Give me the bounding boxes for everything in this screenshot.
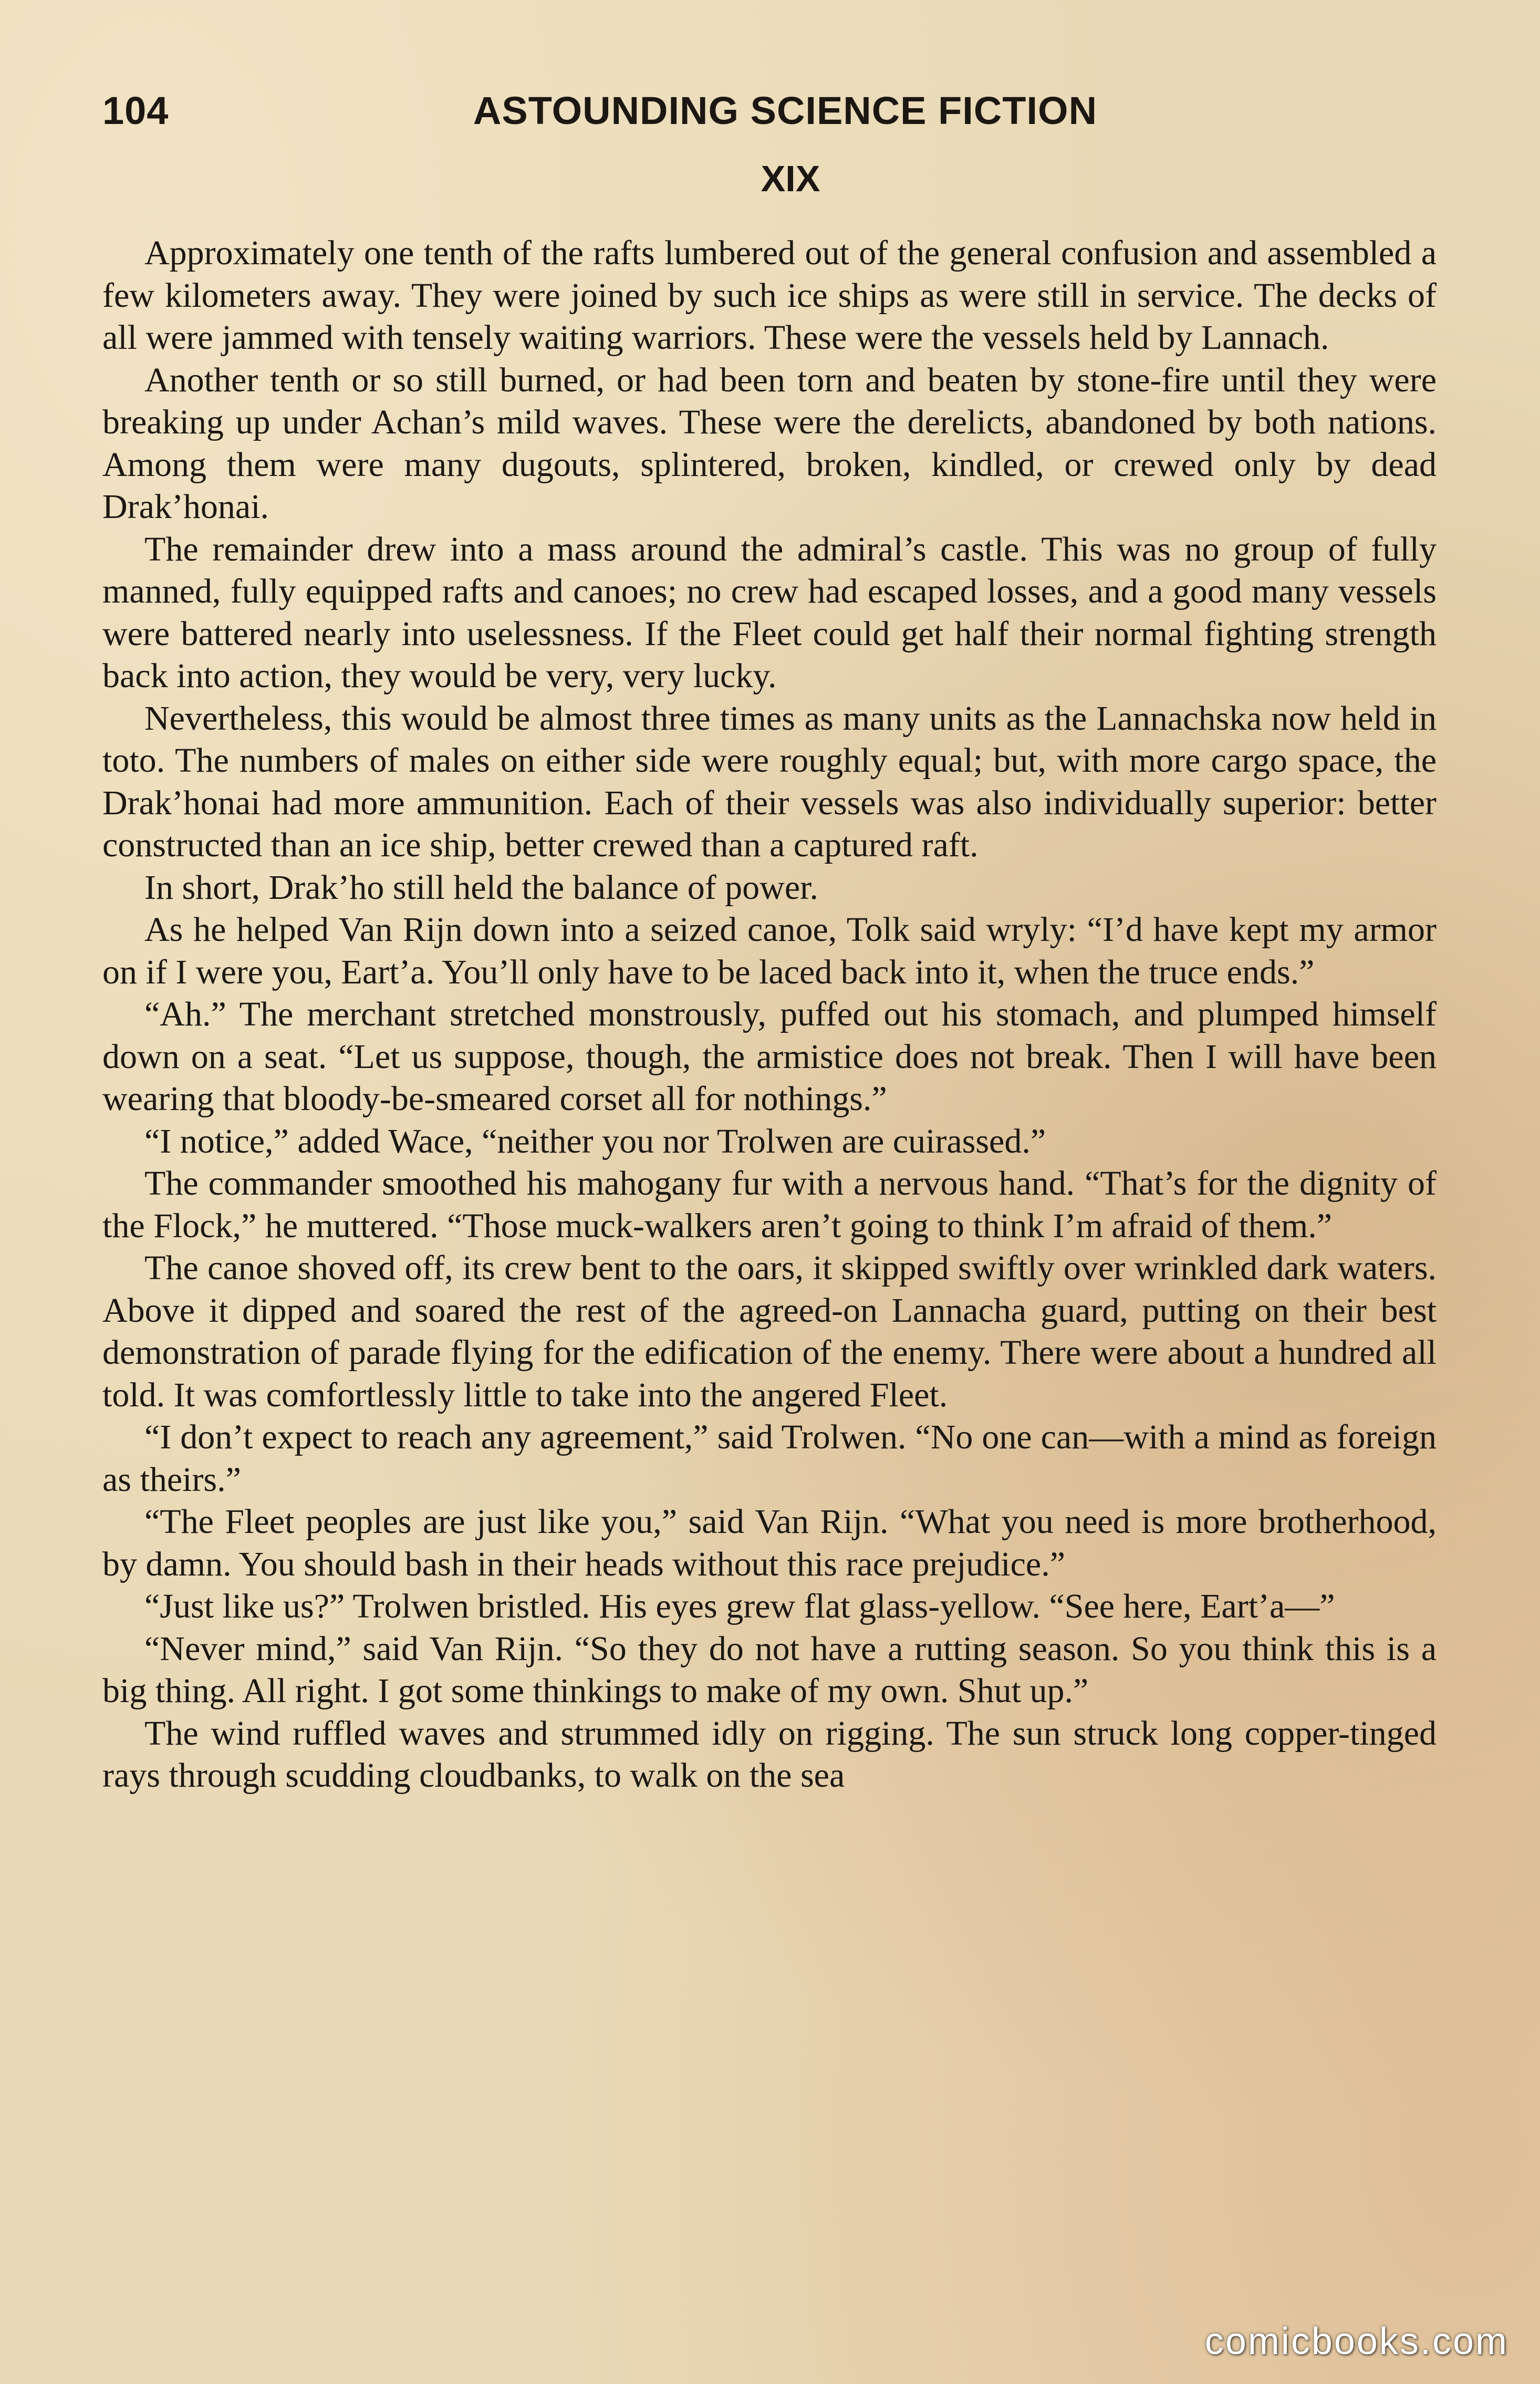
paragraph: The remainder drew into a mass around the admiral’s castle. This was no group of fully manned, fully equipped rafts and canoes; no crew had escaped losses, and a good many vessels were battered nearly into uselessness. If the Fleet could get half their normal fighting strength back into action, they would be very, very lucky. (102, 530, 1437, 695)
paragraph: As he helped Van Rijn down into a seized canoe, Tolk said wryly: “I’d have kept my armor on if I were you, Eart’a. You’ll only have to be laced back into it, when the truce ends.” (102, 910, 1437, 991)
paragraph: “I notice,” added Wace, “neither you nor Trolwen are cuirassed.” (144, 1122, 1046, 1160)
paragraph: “Never mind,” said Van Rijn. “So they do not have a rutting season. So you think this is a big thing. All right. I got some thinkings to make of my own. Shut up.” (102, 1629, 1437, 1710)
paragraph: The wind ruffled waves and strummed idly on rigging. The sun struck long copper-tinged rays through scudding cloudbanks, to walk on the sea (102, 1714, 1437, 1795)
paragraph: Another tenth or so still burned, or had been torn and beaten by stone-fire until they were breaking up under Achan’s mild waves. These were the derelicts, abandoned by both nations. Among them were many dugouts, splintered, broken, kindled, or crewed only by dead Drak’honai. (102, 360, 1437, 526)
magazine-title: ASTOUNDING SCIENCE FICTION (473, 89, 1098, 132)
paragraph: “Ah.” The merchant stretched monstrously, puffed out his stomach, and plumped himself down on a seat. “Let us suppose, though, the armistice does not break. Then I will have been wearing that bloody-be-smeared corset all for nothings.” (102, 995, 1437, 1118)
running-head (102, 79, 1437, 147)
paragraph: Nevertheless, this would be almost three times as many units as the Lannachska now held in toto. The numbers of males on either side were roughly equal; but, with more cargo space, the Drak’honai had more ammunition. Each of their vessels was also individually superior: better constructed than an ice ship, better crewed than a captured raft. (102, 699, 1437, 864)
magazine-page (102, 79, 1437, 2338)
page-number: 104 (102, 89, 169, 132)
body-text (102, 232, 1437, 1797)
paragraph: The commander smoothed his mahogany fur with a nervous hand. “That’s for the dignity of the Flock,” he muttered. “Those muck-walkers aren’t going to think I’m afraid of them.” (102, 1164, 1437, 1245)
paragraph: “The Fleet peoples are just like you,” said Van Rijn. “What you need is more brotherhood, by damn. You should bash in their heads without this race prejudice.” (102, 1502, 1437, 1583)
paragraph: In short, Drak’ho still held the balance of power. (144, 868, 818, 907)
paragraph: The canoe shoved off, its crew bent to the oars, it skipped swiftly over wrinkled dark waters. Above it dipped and soared the rest of the agreed-on Lannacha guard, putting on their best demonstration of parade flying for the edification of the enemy. There were about a hundred all told. It was comfortlessly little to take into the angered Fleet. (102, 1249, 1437, 1414)
watermark: comicbooks.com (1204, 2320, 1508, 2362)
paragraph: Approximately one tenth of the rafts lumbered out of the general confusion and assembled a few kilometers away. They were joined by such ice ships as were still in service. The decks of all were jammed with tensely waiting warriors. These were the vessels held by Lannach. (102, 234, 1437, 357)
paragraph: “I don’t expect to reach any agreement,” said Trolwen. “No one can—with a mind as foreign as theirs.” (102, 1418, 1437, 1499)
chapter-number: XIX (761, 158, 820, 199)
paragraph: “Just like us?” Trolwen bristled. His eyes grew flat glass-yellow. “See here, Eart’a—” (144, 1587, 1335, 1625)
